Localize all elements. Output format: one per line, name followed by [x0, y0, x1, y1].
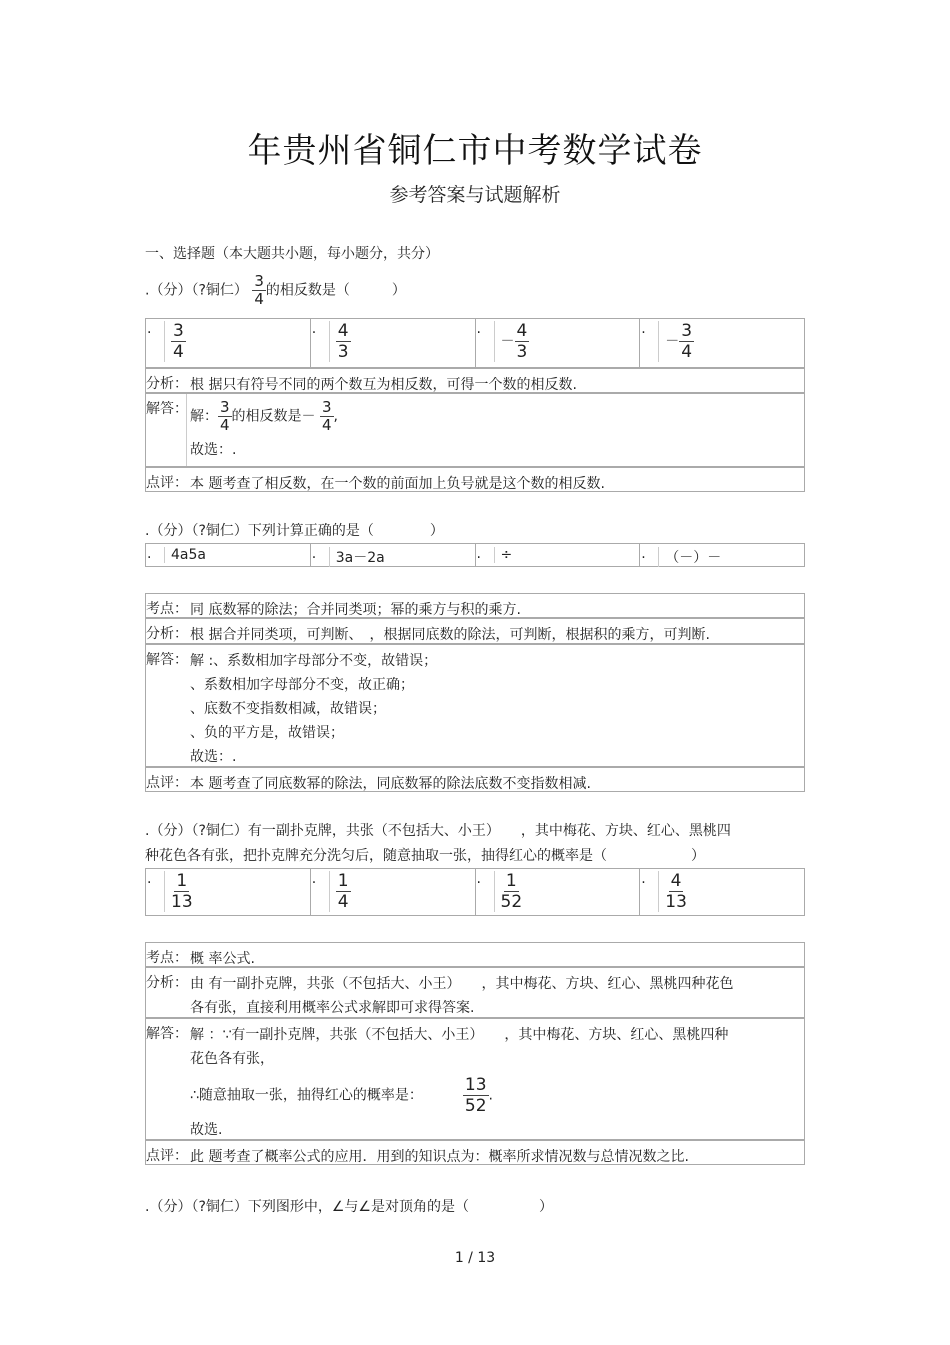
- question-3-stem-line1: .（分）（?铜仁）有一副扑克牌，共张（不包括大、小王） ，其中梅花、方块、红心、黑桃四: [145, 823, 731, 839]
- q2-answer: 解答： 解 :、系数相加字母部分不变，故错误； 、系数相加字母部分不变，故正确； 、底数不变指数相减，故错误； 、负的平方是，故错误； 故选：.: [145, 644, 805, 767]
- q3-option-a[interactable]: . $\frac{1}{13}$: [145, 868, 311, 916]
- q1-fraction: $\frac{3}{4}$: [254, 272, 264, 308]
- q3-answer: 解答： 解 ：∵有一副扑克牌，共张（不包括大、小王） ，其中梅花、方块、红心、黑桃四种 花色各有张， ∴随意抽取一张，抽得红心的概率是： $\frac{13}{52}$ . 故选.: [145, 1018, 805, 1140]
- question-2-stem: .（分）（?铜仁）下列计算正确的是（ ）: [145, 523, 444, 539]
- q1-suffix: 的相反数是（ ）: [265, 282, 406, 299]
- q1-options-row: [145, 318, 805, 368]
- q2-comment: 点评： 本 题考查了同底数幂的除法，同底数幂的除法底数不变指数相减.: [145, 767, 805, 792]
- q1-prefix: .（分）（?铜仁）: [145, 282, 248, 299]
- page-number: 1 / 13: [454, 1250, 496, 1266]
- q2-option-a[interactable]: . 4a5a: [145, 543, 311, 567]
- q3-option-c[interactable]: . $\frac{1}{52}$: [476, 868, 641, 916]
- page-title: 年贵州省铜仁市中考数学试卷: [247, 131, 703, 171]
- q3-options-row: [145, 868, 805, 916]
- question-1-stem: [145, 273, 406, 308]
- q2-option-c[interactable]: . ÷: [476, 543, 641, 567]
- q2-option-b[interactable]: . 3a－2a: [311, 543, 476, 567]
- q1-option-c[interactable]: . － $\frac{4}{3}$: [476, 318, 641, 368]
- q1-option-b[interactable]: . $\frac{4}{3}$: [311, 318, 476, 368]
- question-4-stem: .（分）（?铜仁）下列图形中，∠与∠是对顶角的是（ ）: [145, 1199, 553, 1215]
- q2-options-row: [145, 543, 805, 567]
- q3-option-b[interactable]: . $\frac{1}{4}$: [311, 868, 476, 916]
- q1-comment: 点评： 本 题考查了相反数，在一个数的前面加上负号就是这个数的相反数.: [145, 467, 805, 492]
- q1-analysis: 分析： 根 据只有符号不同的两个数互为相反数，可得一个数的相反数.: [145, 368, 805, 393]
- question-3-stem-line2: 种花色各有张，把扑克牌充分洗匀后，随意抽取一张，抽得红心的概率是（ ）: [145, 848, 705, 864]
- q2-option-d[interactable]: . （－）－: [640, 543, 805, 567]
- q3-comment: 点评： 此 题考查了概率公式的应用．用到的知识点为：概率所求情况数与总情况数之比.: [145, 1140, 805, 1165]
- q2-analysis: 分析： 根 据合并同类项，可判断、 ，根据同底数的除法，可判断，根据积的乘方，可判断.: [145, 618, 805, 644]
- q3-analysis: 分析： 由 有一副扑克牌，共张（不包括大、小王） ，其中梅花、方块、红心、黑桃四种花色 各有张，直接利用概率公式求解即可求得答案.: [145, 967, 805, 1018]
- q2-knowledge-point: 考点： 同 底数幂的除法；合并同类项；幂的乘方与积的乘方.: [145, 593, 805, 618]
- q3-knowledge-point: 考点： 概 率公式.: [145, 942, 805, 967]
- q1-answer: 解答： 解： $\frac{3}{4}$ 的相反数是－ $\frac{3}{4}$ , 故选：.: [145, 393, 805, 467]
- q1-option-a[interactable]: . $\frac{3}{4}$: [145, 318, 311, 368]
- page-subtitle: 参考答案与试题解析: [389, 184, 561, 206]
- q1-option-d[interactable]: . － $\frac{3}{4}$: [640, 318, 805, 368]
- q3-option-d[interactable]: . $\frac{4}{13}$: [640, 868, 805, 916]
- section-heading: 一、选择题（本大题共小题，每小题分，共分）: [145, 246, 439, 262]
